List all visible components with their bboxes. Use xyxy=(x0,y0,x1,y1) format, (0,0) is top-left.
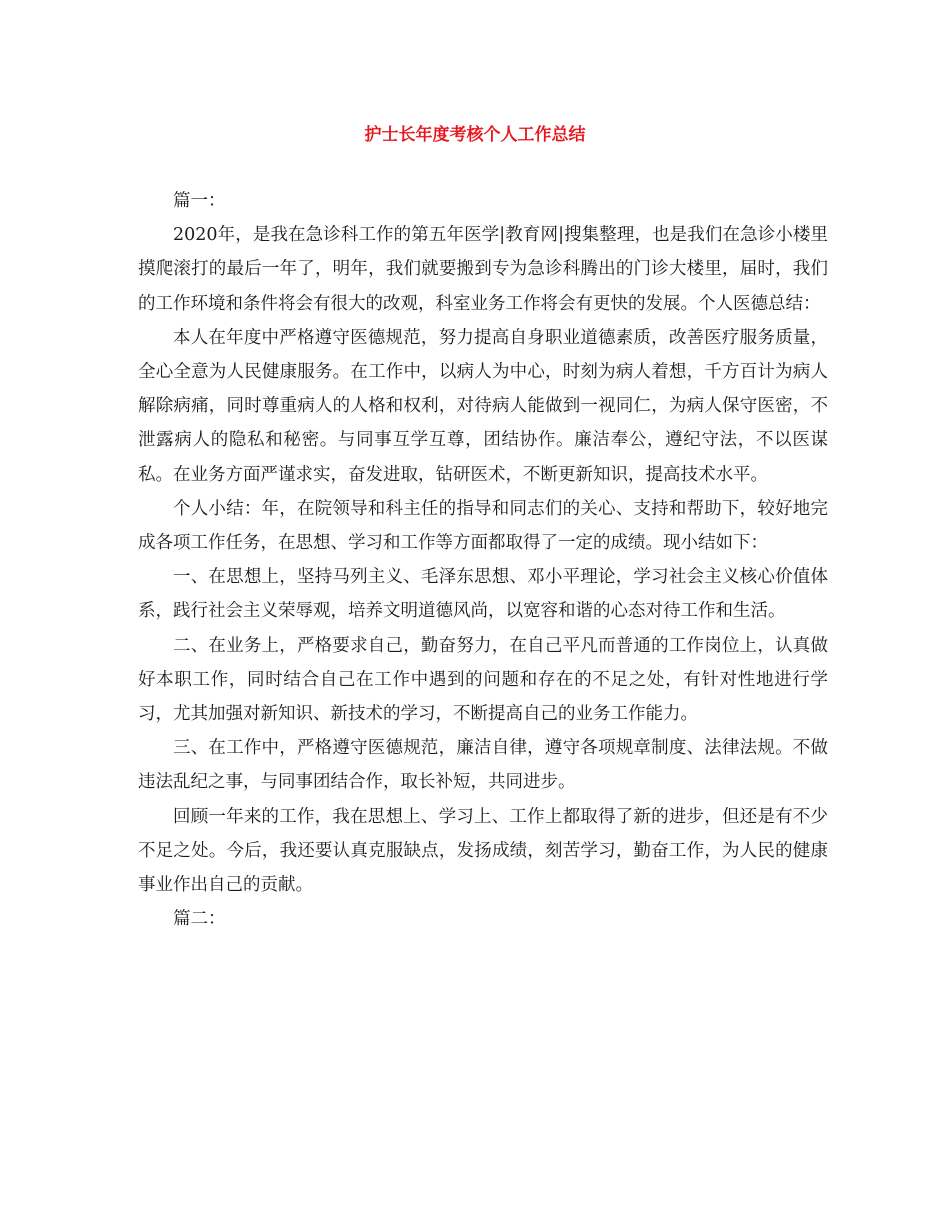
document-body xyxy=(138,184,828,936)
document-title: 护士长年度考核个人工作总结 xyxy=(364,125,586,145)
paragraph-review: 回顾一年来的工作，我在思想上、学习上、工作上都取得了新的进步，但还是有不少不足之处。今后，我还要认真克服缺点，发扬成绩，刻苦学习，勤奋工作，为人民的健康事业作出自己的贡献。 xyxy=(138,806,828,896)
paragraph-point-2: 二、在业务上，严格要求自己，勤奋努力，在自己平凡而普通的工作岗位上，认真做好本职工作，同时结合自己在工作中遇到的问题和存在的不足之处，有针对性地进行学习，尤其加强对新知识、新技术的学习，不断提高自己的业务工作能力。 xyxy=(138,635,828,725)
paragraph-point-3: 三、在工作中，严格遵守医德规范，廉洁自律，遵守各项规章制度、法律法规。不做违法乱纪之事，与同事团结合作，取长补短，共同进步。 xyxy=(138,738,828,793)
paragraph-intro: 2020年，是我在急诊科工作的第五年医学|教育网|搜集整理，也是我们在急诊小楼里摸爬滚打的最后一年了，明年，我们就要搬到专为急诊科腾出的门诊大楼里，届时，我们的工作环境和条件将会有很大的改观，科室业务工作将会有更快的发展。个人医德总结： xyxy=(138,225,828,314)
paragraph-point-1: 一、在思想上，坚持马列主义、毛泽东思想、邓小平理论，学习社会主义核心价值体系，践行社会主义荣辱观，培养文明道德风尚，以宽容和谐的心态对待工作和生活。 xyxy=(138,567,828,622)
paragraph-ethics: 本人在年度中严格遵守医德规范，努力提高自身职业道德素质，改善医疗服务质量，全心全意为人民健康服务。在工作中，以病人为中心，时刻为病人着想，千方百计为病人解除病痛，同时尊重病人的人格和权利，对待病人能做到一视同仁，为病人保守医密，不泄露病人的隐私和秘密。与同事互学互尊，团结协作。廉洁奉公，遵纪守法，不以医谋私。在业务方面严谨求实，奋发进取，钻研医术，不断更新知识，提高技术水平。 xyxy=(138,327,828,485)
section-heading-1: 篇一： xyxy=(173,191,226,211)
section-heading-2: 篇二： xyxy=(173,909,226,930)
paragraph-summary: 个人小结：年，在院领导和科主任的指导和同志们的关心、支持和帮助下，较好地完成各项工作任务，在思想、学习和工作等方面都取得了一定的成绩。现小结如下： xyxy=(138,498,828,554)
